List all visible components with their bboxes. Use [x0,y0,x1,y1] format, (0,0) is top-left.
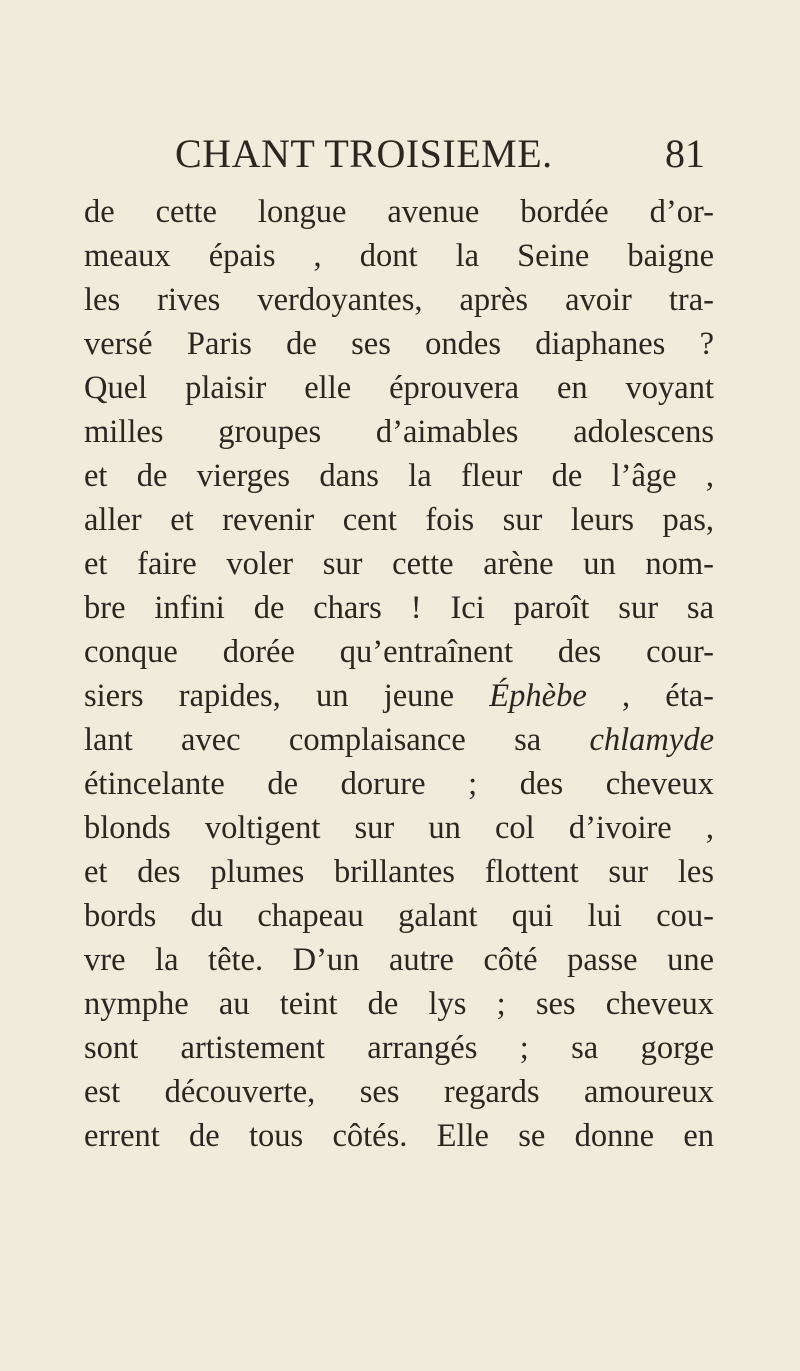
text-line: est découverte, ses regards amoureux [84,1074,714,1110]
running-head [175,130,705,180]
text-line: Quel plaisir elle éprouvera en voyant [84,370,714,406]
text-line: bords du chapeau galant qui lui cou- [84,898,714,934]
text-line: les rives verdoyantes, après avoir tra- [84,282,714,318]
text-segment: lant avec complaisance sa [84,722,590,758]
text-line: et des plumes brillantes flottent sur les [84,854,714,890]
text-line: sont artistement arrangés ; sa gorge [84,1030,714,1066]
text-line: versé Paris de ses ondes diaphanes ? [84,326,714,362]
text-line: errent de tous côtés. Elle se donne en [84,1118,714,1154]
text-line: de cette longue avenue bordée d’or- [84,194,714,230]
text-line: nymphe au teint de lys ; ses cheveux [84,986,714,1022]
text-line [84,718,714,762]
text-line: étincelante de dorure ; des cheveux [84,766,714,802]
text-line: bre infini de chars ! Ici paroît sur sa [84,590,714,626]
text-line [84,674,714,718]
text-line: vre la tête. D’un autre côté passe une [84,942,714,978]
text-line: meaux épais , dont la Seine baigne [84,238,714,274]
text-line: et faire voler sur cette arène un nom- [84,546,714,582]
text-line: blonds voltigent sur un col d’ivoire , [84,810,714,846]
italic-word: Éphèbe [489,678,587,714]
text-line: aller et revenir cent fois sur leurs pas, [84,502,714,538]
text-line: milles groupes d’aimables adolescens [84,414,714,450]
text-line: et de vierges dans la fleur de l’âge , [84,458,714,494]
text-line: conque dorée qu’entraînent des cour- [84,634,714,670]
text-segment: siers rapides, un jeune [84,678,490,714]
body-text [84,190,714,1158]
page-number: 81 [665,131,705,176]
italic-word: chlamyde [589,722,714,758]
text-segment: , éta- [586,678,715,714]
chapter-title: CHANT TROISIEME. [175,131,553,176]
